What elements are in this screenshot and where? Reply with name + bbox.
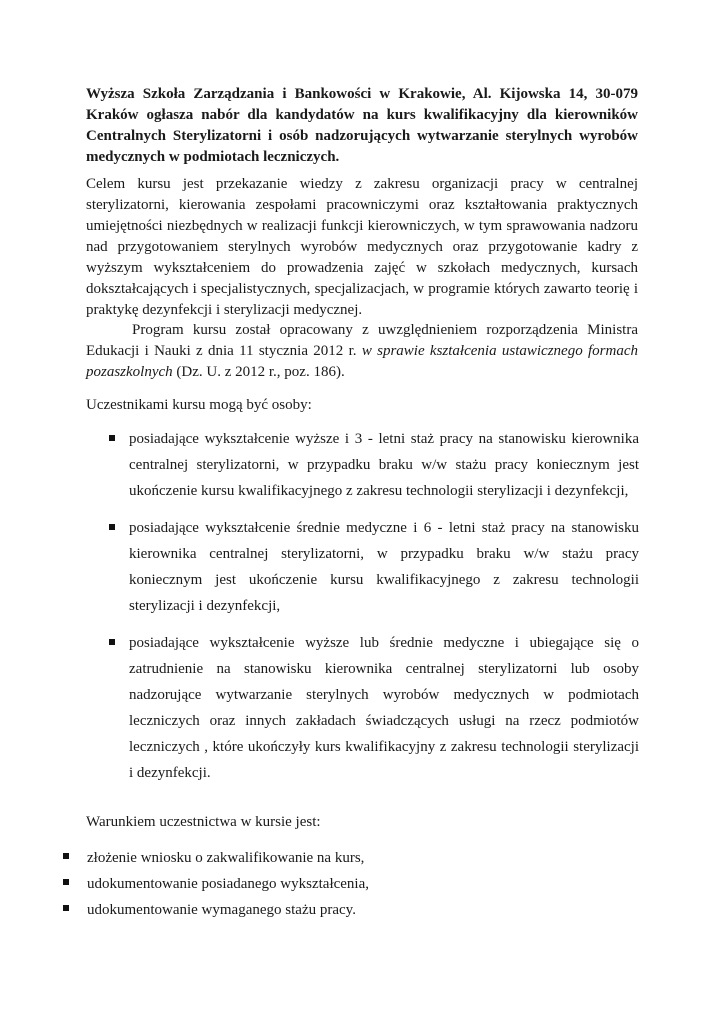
- list-item-text: udokumentowanie wymaganego stażu pracy.: [87, 902, 356, 918]
- regulation-title: w sprawie kształcenia ustawicznego formach pozaszkolnych: [86, 343, 638, 380]
- participants-list: [104, 426, 639, 786]
- square-bullet-icon: [63, 879, 69, 885]
- document-heading: Wyższa Szkoła Zarządzania i Bankowości w Krakowie, Al. Kijowska 14, 30-079 Kraków ogłasza nabór dla kandydatów na kurs kwalifikacyjny dla kierowników Centralnych Sterylizatorni i osób nadzorujących wytwarzanie sterylnych wyrobów medycznych w podmiotach leczniczych.: [86, 86, 638, 165]
- square-bullet-icon: [63, 905, 69, 911]
- square-bullet-icon: [109, 639, 115, 645]
- list-item-text: udokumentowanie posiadanego wykształcenia,: [87, 876, 369, 892]
- square-bullet-icon: [63, 853, 69, 859]
- program-citation: (Dz. U. z 2012 r., poz. 186).: [172, 364, 345, 380]
- list-item-text: posiadające wykształcenie wyższe i 3 - letni staż pracy na stanowisku kierownika centralnej sterylizatorni, w przypadku braku w/w stażu pracy koniecznym jest ukończenie kursu kwalifikacyjnego z zakresu technologii sterylizacji i dezynfekcji,: [129, 431, 639, 499]
- intro-paragraph: Celem kursu jest przekazanie wiedzy z zakresu organizacji pracy w centralnej sterylizatorni, kierowania zespołami pracowniczymi oraz kształtowania praktycznych umiejętności niezbędnych w realizacji funkcji kierowniczych, w tym sprawowania nadzoru nad przygotowaniem sterylnych wyrobów medycznych oraz przygotowanie kadry z wyższym wykształceniem do prowadzenia zajęć w szkołach medycznych, kursach dokształcających i specjalistycznych, specjalizacjach, w programie których zawarto teorię i praktykę dezynfekcji i sterylizacji medycznej.: [86, 176, 638, 318]
- list-item: [104, 515, 639, 619]
- square-bullet-icon: [109, 435, 115, 441]
- program-paragraph: [86, 320, 638, 383]
- list-item: [104, 426, 639, 504]
- program-text: Program kursu został opracowany z uwzględnieniem rozporządzenia Ministra Edukacji i Nauki z dnia 11 stycznia 2012 r.: [86, 322, 638, 359]
- list-item-text: posiadające wykształcenie wyższe lub średnie medyczne i ubiegające się o zatrudnienie na stanowisku kierownika centralnej sterylizatorni lub osoby nadzorujące wytwarzanie sterylnych wyrobów medycznych w podmiotach leczniczych oraz innych zakładach świadczących usługi na rzecz podmiotów leczniczych , które ukończyły kurs kwalifikacyjny z zakresu technologii sterylizacji i dezynfekcji.: [129, 635, 639, 781]
- square-bullet-icon: [109, 524, 115, 530]
- list-item-text: posiadające wykształcenie średnie medyczne i 6 - letni staż pracy na stanowisku kierownika centralnej sterylizatorni, w przypadku braku w/w stażu pracy koniecznym jest ukończenie kursu kwalifikacyjnego z zakresu technologii sterylizacji i dezynfekcji,: [129, 520, 639, 614]
- list-item-text: złożenie wniosku o zakwalifikowanie na kurs,: [87, 850, 365, 866]
- list-item: [62, 897, 622, 923]
- list-item: [62, 871, 622, 897]
- list-item: [104, 630, 639, 786]
- participants-intro: Uczestnikami kursu mogą być osoby:: [86, 397, 312, 413]
- conditions-list: [62, 845, 622, 923]
- list-item: [62, 845, 622, 871]
- conditions-intro: Warunkiem uczestnictwa w kursie jest:: [86, 814, 321, 830]
